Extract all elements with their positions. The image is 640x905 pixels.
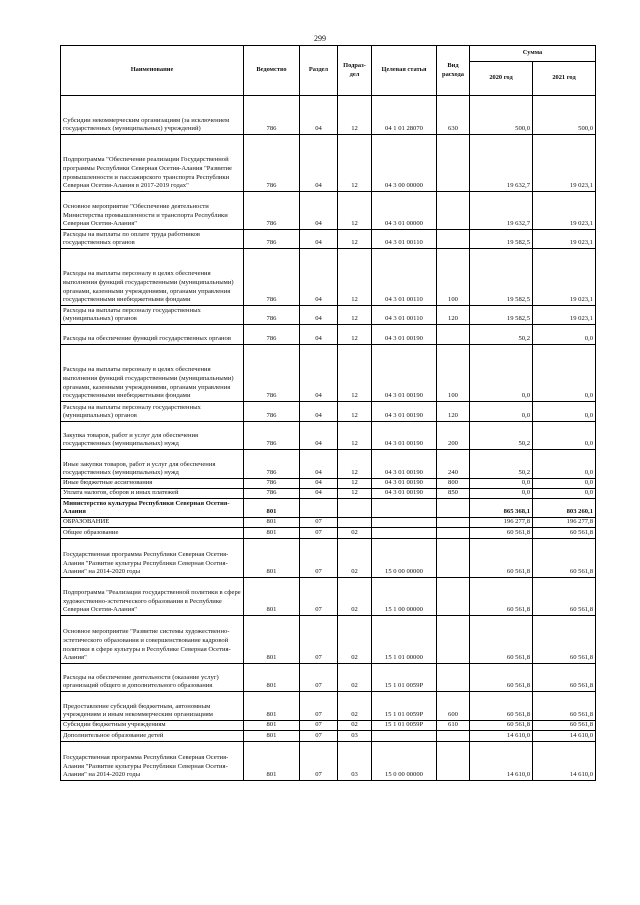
cell-section: 04 xyxy=(300,489,338,499)
table-row xyxy=(61,518,596,528)
cell-2021: 0,0 xyxy=(533,489,596,499)
cell-name: Расходы на выплаты персоналу государственных (муниципальных) органов xyxy=(61,306,244,325)
cell-target: 15 0 00 00000 xyxy=(372,539,437,578)
cell-exp-type: 600 xyxy=(437,692,470,721)
cell-2020: 500,0 xyxy=(470,96,533,135)
cell-exp-type: 120 xyxy=(437,402,470,422)
table-row xyxy=(61,96,596,135)
cell-exp-type: 800 xyxy=(437,479,470,489)
cell-2020: 60 561,8 xyxy=(470,528,533,539)
cell-section: 04 xyxy=(300,325,338,345)
cell-2021: 0,0 xyxy=(533,450,596,479)
cell-2020: 865 368,1 xyxy=(470,499,533,518)
cell-exp-type: 100 xyxy=(437,249,470,306)
cell-exp-type xyxy=(437,325,470,345)
cell-name: Расходы на обеспечение деятельности (оказание услуг) организаций общего и дополнительного образования xyxy=(61,664,244,692)
cell-dept: 786 xyxy=(244,402,300,422)
cell-subsection: 12 xyxy=(338,345,372,402)
cell-2021: 196 277,8 xyxy=(533,518,596,528)
cell-2021: 0,0 xyxy=(533,479,596,489)
cell-dept: 786 xyxy=(244,450,300,479)
table-row xyxy=(61,325,596,345)
cell-subsection: 02 xyxy=(338,578,372,616)
cell-section: 04 xyxy=(300,479,338,489)
cell-2020: 0,0 xyxy=(470,479,533,489)
cell-section: 04 xyxy=(300,450,338,479)
cell-section: 07 xyxy=(300,664,338,692)
cell-subsection: 12 xyxy=(338,450,372,479)
cell-dept: 786 xyxy=(244,306,300,325)
cell-2021: 60 561,8 xyxy=(533,721,596,731)
cell-subsection: 02 xyxy=(338,721,372,731)
cell-name: Расходы на выплаты персоналу в целях обеспечения выполнения функций государственными (муниципальными) органами, казенными учреждениями, органами управления государственными внебюджетными фондами xyxy=(61,249,244,306)
cell-name: ОБРАЗОВАНИЕ xyxy=(61,518,244,528)
cell-2021: 60 561,8 xyxy=(533,578,596,616)
cell-2020: 60 561,8 xyxy=(470,616,533,664)
cell-name: Субсидии некоммерческим организациям (за исключением государственных (муниципальных) учреждений) xyxy=(61,96,244,135)
cell-subsection: 03 xyxy=(338,731,372,742)
cell-subsection: 12 xyxy=(338,230,372,249)
cell-dept: 801 xyxy=(244,721,300,731)
cell-name: Расходы на обеспечение функций государственных органов xyxy=(61,325,244,345)
cell-subsection: 02 xyxy=(338,616,372,664)
cell-2020: 50,2 xyxy=(470,325,533,345)
cell-exp-type xyxy=(437,528,470,539)
cell-2021: 19 023,1 xyxy=(533,230,596,249)
page-number: 299 xyxy=(314,34,326,43)
cell-2021: 0,0 xyxy=(533,422,596,450)
cell-2021: 60 561,8 xyxy=(533,528,596,539)
cell-subsection: 02 xyxy=(338,664,372,692)
table-row xyxy=(61,402,596,422)
cell-2021: 19 023,1 xyxy=(533,135,596,192)
cell-target: 15 1 00 00000 xyxy=(372,578,437,616)
table-row xyxy=(61,249,596,306)
col-header-target: Целевая статья xyxy=(372,46,437,96)
cell-2021: 0,0 xyxy=(533,325,596,345)
table-row xyxy=(61,479,596,489)
cell-name: Расходы на выплаты персоналу государственных (муниципальных) органов xyxy=(61,402,244,422)
cell-name: Иные бюджетные ассигнования xyxy=(61,479,244,489)
cell-dept: 786 xyxy=(244,479,300,489)
cell-section: 07 xyxy=(300,721,338,731)
header-row xyxy=(61,46,596,62)
cell-name: Иные закупки товаров, работ и услуг для обеспечения государственных (муниципальных) нужд xyxy=(61,450,244,479)
cell-exp-type xyxy=(437,616,470,664)
cell-subsection: 12 xyxy=(338,402,372,422)
col-header-section: Раздел xyxy=(300,46,338,96)
cell-target: 15 0 00 00000 xyxy=(372,742,437,781)
cell-name: Основное мероприятие "Обеспечение деятельности Министерства промышленности и транспорта Республики Северная Осетия-Алания" xyxy=(61,192,244,230)
cell-dept: 786 xyxy=(244,192,300,230)
cell-exp-type: 850 xyxy=(437,489,470,499)
cell-name: Расходы на выплаты персоналу в целях обеспечения выполнения функций государственными (муниципальными) органами, казенными учреждениями, органами управления государственными внебюджетными фондами xyxy=(61,345,244,402)
col-header-2020: 2020 год xyxy=(470,62,533,96)
cell-dept: 801 xyxy=(244,616,300,664)
table-row xyxy=(61,306,596,325)
cell-name: Государственная программа Республики Северная Осетия-Алания "Развитие культуры Республики Северная Осетия-Алания" на 2014-2020 годы xyxy=(61,539,244,578)
cell-exp-type xyxy=(437,230,470,249)
cell-target xyxy=(372,499,437,518)
cell-exp-type xyxy=(437,518,470,528)
col-header-dept: Ведомство xyxy=(244,46,300,96)
cell-subsection: 02 xyxy=(338,539,372,578)
cell-section: 07 xyxy=(300,518,338,528)
cell-exp-type xyxy=(437,731,470,742)
cell-target: 04 1 01 28070 xyxy=(372,96,437,135)
cell-section: 04 xyxy=(300,249,338,306)
table-row xyxy=(61,692,596,721)
cell-2021: 19 023,1 xyxy=(533,249,596,306)
cell-dept: 801 xyxy=(244,578,300,616)
cell-2020: 0,0 xyxy=(470,489,533,499)
cell-target: 04 3 01 00190 xyxy=(372,489,437,499)
table-row xyxy=(61,616,596,664)
table-row xyxy=(61,742,596,781)
col-header-name: Наименование xyxy=(61,46,244,96)
cell-2020: 60 561,8 xyxy=(470,721,533,731)
cell-2021: 0,0 xyxy=(533,345,596,402)
cell-target: 04 3 01 00190 xyxy=(372,450,437,479)
table-row xyxy=(61,230,596,249)
cell-dept: 801 xyxy=(244,664,300,692)
cell-target: 04 3 01 00190 xyxy=(372,325,437,345)
table-row xyxy=(61,731,596,742)
cell-subsection: 12 xyxy=(338,135,372,192)
cell-2021: 0,0 xyxy=(533,402,596,422)
cell-target: 15 1 01 0059Р xyxy=(372,692,437,721)
cell-2021: 14 610,0 xyxy=(533,731,596,742)
cell-exp-type: 630 xyxy=(437,96,470,135)
cell-2020: 60 561,8 xyxy=(470,539,533,578)
cell-subsection: 02 xyxy=(338,528,372,539)
table-row xyxy=(61,135,596,192)
col-header-2021: 2021 год xyxy=(533,62,596,96)
cell-target: 04 3 01 00000 xyxy=(372,192,437,230)
cell-section: 07 xyxy=(300,742,338,781)
cell-section: 04 xyxy=(300,306,338,325)
cell-2020: 14 610,0 xyxy=(470,731,533,742)
cell-target: 04 3 00 00000 xyxy=(372,135,437,192)
cell-target: 04 3 01 00110 xyxy=(372,306,437,325)
cell-2021: 19 023,1 xyxy=(533,306,596,325)
cell-section: 07 xyxy=(300,578,338,616)
cell-2020: 50,2 xyxy=(470,450,533,479)
cell-exp-type xyxy=(437,664,470,692)
cell-name: Субсидии бюджетным учреждениям xyxy=(61,721,244,731)
cell-exp-type xyxy=(437,578,470,616)
cell-name: Подпрограмма "Обеспечение реализации Государственной программы Республики Северная Осетия-Алания "Развитие промышленности и пассажирского транспорта Республики Северная Осетия-Алания в 2017-2019 годах" xyxy=(61,135,244,192)
table-body xyxy=(61,96,596,781)
cell-dept: 801 xyxy=(244,518,300,528)
cell-2021: 803 260,1 xyxy=(533,499,596,518)
cell-2020: 14 610,0 xyxy=(470,742,533,781)
cell-section: 04 xyxy=(300,422,338,450)
cell-dept: 786 xyxy=(244,135,300,192)
cell-2021: 19 023,1 xyxy=(533,192,596,230)
cell-section: 04 xyxy=(300,135,338,192)
cell-dept: 786 xyxy=(244,96,300,135)
cell-2021: 60 561,8 xyxy=(533,664,596,692)
cell-exp-type xyxy=(437,742,470,781)
cell-2020: 19 582,5 xyxy=(470,249,533,306)
table-row xyxy=(61,499,596,518)
cell-target: 04 3 01 00110 xyxy=(372,230,437,249)
cell-dept: 801 xyxy=(244,499,300,518)
cell-subsection: 12 xyxy=(338,249,372,306)
cell-2020: 0,0 xyxy=(470,345,533,402)
col-header-exp-type: Вид расхода xyxy=(437,46,470,96)
cell-dept: 786 xyxy=(244,422,300,450)
cell-dept: 786 xyxy=(244,230,300,249)
cell-target: 04 3 01 00190 xyxy=(372,345,437,402)
cell-section: 04 xyxy=(300,192,338,230)
cell-target: 04 3 01 00190 xyxy=(372,479,437,489)
cell-target: 04 3 01 00190 xyxy=(372,422,437,450)
cell-exp-type: 240 xyxy=(437,450,470,479)
cell-name: Государственная программа Республики Северная Осетия-Алания "Развитие культуры Республики Северная Осетия-Алания" на 2014-2020 годы xyxy=(61,742,244,781)
cell-subsection: 03 xyxy=(338,742,372,781)
cell-2020: 60 561,8 xyxy=(470,578,533,616)
cell-section: 07 xyxy=(300,616,338,664)
cell-section: 07 xyxy=(300,692,338,721)
cell-exp-type: 200 xyxy=(437,422,470,450)
cell-2020: 19 582,5 xyxy=(470,230,533,249)
cell-target xyxy=(372,731,437,742)
cell-exp-type xyxy=(437,135,470,192)
cell-section: 07 xyxy=(300,539,338,578)
cell-dept: 801 xyxy=(244,731,300,742)
cell-subsection xyxy=(338,499,372,518)
cell-subsection: 12 xyxy=(338,422,372,450)
cell-target xyxy=(372,528,437,539)
cell-section: 04 xyxy=(300,96,338,135)
cell-subsection: 12 xyxy=(338,192,372,230)
cell-name: Общее образование xyxy=(61,528,244,539)
table-row xyxy=(61,489,596,499)
cell-name: Закупка товаров, работ и услуг для обеспечения государственных (муниципальных) нужд xyxy=(61,422,244,450)
cell-name: Предоставление субсидий бюджетным, автономным учреждениям и иным некоммерческим организациям xyxy=(61,692,244,721)
cell-section: 07 xyxy=(300,731,338,742)
cell-2020: 0,0 xyxy=(470,402,533,422)
cell-2020: 60 561,8 xyxy=(470,692,533,721)
cell-name: Уплата налогов, сборов и иных платежей xyxy=(61,489,244,499)
cell-exp-type: 100 xyxy=(437,345,470,402)
cell-name: Расходы на выплаты по оплате труда работников государственных органов xyxy=(61,230,244,249)
cell-section: 04 xyxy=(300,402,338,422)
cell-2020: 19 632,7 xyxy=(470,192,533,230)
table-row xyxy=(61,422,596,450)
cell-target: 15 1 01 0059Р xyxy=(372,664,437,692)
cell-section xyxy=(300,499,338,518)
cell-2021: 500,0 xyxy=(533,96,596,135)
cell-subsection xyxy=(338,518,372,528)
cell-target: 15 1 01 0059Р xyxy=(372,721,437,731)
cell-subsection: 12 xyxy=(338,306,372,325)
table-row xyxy=(61,528,596,539)
cell-subsection: 12 xyxy=(338,489,372,499)
cell-dept: 786 xyxy=(244,345,300,402)
cell-section: 04 xyxy=(300,230,338,249)
cell-exp-type: 610 xyxy=(437,721,470,731)
budget-table xyxy=(60,45,596,781)
table-row xyxy=(61,664,596,692)
cell-dept: 801 xyxy=(244,742,300,781)
cell-section: 04 xyxy=(300,345,338,402)
table-row xyxy=(61,578,596,616)
cell-exp-type xyxy=(437,192,470,230)
cell-name: Подпрограмма "Реализация государственной политики в сфере художественно-эстетического образования в Республике Северная Осетия-Алания" xyxy=(61,578,244,616)
cell-dept: 801 xyxy=(244,539,300,578)
table-row xyxy=(61,721,596,731)
cell-name: Министерство культуры Республики Северная Осетия-Алания xyxy=(61,499,244,518)
cell-subsection: 02 xyxy=(338,692,372,721)
cell-2020: 19 582,5 xyxy=(470,306,533,325)
cell-dept: 801 xyxy=(244,528,300,539)
cell-exp-type xyxy=(437,499,470,518)
cell-name: Основное мероприятие "Развитие системы художественно-эстетического образования и совершенствование кадровой политики в сфере культуры в Республике Северная Осетия-Алания" xyxy=(61,616,244,664)
cell-dept: 786 xyxy=(244,489,300,499)
cell-2021: 60 561,8 xyxy=(533,616,596,664)
cell-subsection: 12 xyxy=(338,96,372,135)
cell-section: 07 xyxy=(300,528,338,539)
cell-target: 04 3 01 00110 xyxy=(372,249,437,306)
cell-target xyxy=(372,518,437,528)
cell-2021: 60 561,8 xyxy=(533,539,596,578)
cell-name: Дополнительное образование детей xyxy=(61,731,244,742)
cell-2020: 196 277,8 xyxy=(470,518,533,528)
cell-exp-type: 120 xyxy=(437,306,470,325)
col-header-sum: Сумма xyxy=(470,46,596,62)
cell-2020: 19 632,7 xyxy=(470,135,533,192)
cell-target: 15 1 01 00000 xyxy=(372,616,437,664)
cell-2020: 50,2 xyxy=(470,422,533,450)
cell-2020: 60 561,8 xyxy=(470,664,533,692)
table-row xyxy=(61,192,596,230)
cell-dept: 786 xyxy=(244,325,300,345)
cell-exp-type xyxy=(437,539,470,578)
cell-2021: 14 610,0 xyxy=(533,742,596,781)
cell-2021: 60 561,8 xyxy=(533,692,596,721)
cell-dept: 801 xyxy=(244,692,300,721)
cell-subsection: 12 xyxy=(338,325,372,345)
table-row xyxy=(61,345,596,402)
cell-subsection: 12 xyxy=(338,479,372,489)
table-row xyxy=(61,539,596,578)
col-header-subsection: Подраз-дел xyxy=(338,46,372,96)
cell-dept: 786 xyxy=(244,249,300,306)
table-row xyxy=(61,450,596,479)
cell-target: 04 3 01 00190 xyxy=(372,402,437,422)
